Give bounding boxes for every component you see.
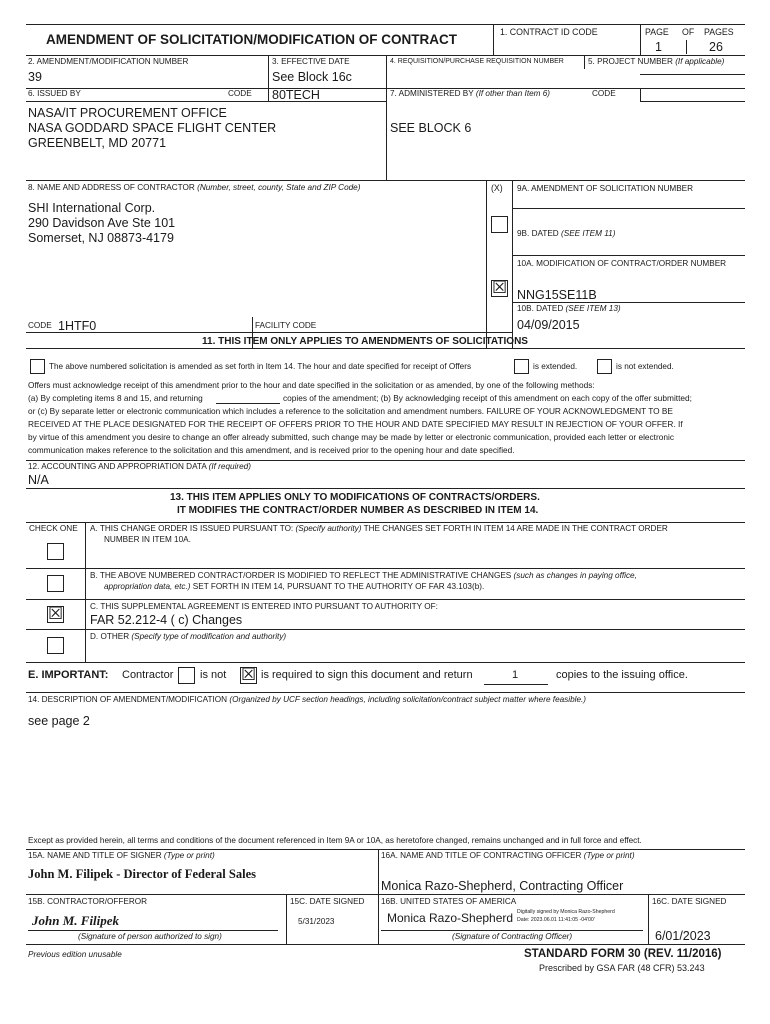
offers-not-extended-checkbox[interactable]: [597, 359, 612, 374]
is-not-checkbox[interactable]: [178, 667, 195, 684]
item-13a-line-2: NUMBER IN ITEM 10A.: [104, 535, 191, 544]
is-required-checkbox[interactable]: ☒: [241, 665, 257, 685]
administered-code-label: CODE: [592, 89, 616, 98]
item-13c-line: C. THIS SUPPLEMENTAL AGREEMENT IS ENTERED INTO PURSUANT TO AUTHORITY OF:: [90, 602, 438, 611]
contractor-code-label: CODE: [28, 321, 52, 330]
item-13b-line-1: B. THE ABOVE NUMBERED CONTRACT/ORDER IS MODIFIED TO REFLECT THE ADMINISTRATIVE CHANGES (such as changes in paying office,: [90, 571, 637, 580]
page-label: PAGE: [645, 27, 669, 37]
x-mark-header: (X): [491, 183, 503, 193]
item-10a-label: 10A. MODIFICATION OF CONTRACT/ORDER NUMBER: [517, 259, 727, 268]
contractor-line-2: 290 Davidson Ave Ste 101: [28, 216, 176, 230]
contractor-label: 8. NAME AND ADDRESS OF CONTRACTOR (Number, street, county, State and ZIP Code): [28, 183, 361, 192]
issued-by-label: 6. ISSUED BY: [28, 89, 81, 98]
check-one-label: CHECK ONE: [29, 524, 78, 533]
contractor-offeror-label: 15B. CONTRACTOR/OFFEROR: [28, 897, 148, 906]
digital-signature-line-1: Digitally signed by Monica Razo-Shepherd: [517, 909, 615, 915]
item-9-checkbox[interactable]: [491, 216, 508, 233]
item-11-paragraph-5: by virtue of this amendment you desire to change an offer already submitted, such change may be made by letter or electronic communication, provided each letter or electronic: [28, 432, 674, 442]
item-13c-checkbox[interactable]: ☒: [48, 604, 64, 624]
of-label: OF: [682, 27, 695, 37]
important-label: E. IMPORTANT:: [28, 669, 109, 681]
contractor-word: Contractor: [122, 669, 174, 681]
requisition-label: 4. REQUISITION/PURCHASE REQUISITION NUMBER: [390, 58, 564, 65]
officer-name-label: 16A. NAME AND TITLE OF CONTRACTING OFFICER (Type or print): [381, 851, 635, 860]
officer-date-label: 16C. DATE SIGNED: [652, 897, 727, 906]
item-13a-checkbox[interactable]: [47, 543, 64, 560]
item-11-heading: 11. THIS ITEM ONLY APPLIES TO AMENDMENTS OF SOLICITATIONS: [202, 336, 528, 347]
contractor-signature-caption: (Signature of person authorized to sign): [78, 932, 222, 941]
contractor-date-value: 5/31/2023: [298, 917, 335, 926]
item-11-paragraph-2b: copies of the amendment; (b) By acknowledging receipt of this amendment on each copy of the offer submitted;: [283, 393, 692, 403]
contractor-line-3: Somerset, NJ 08873-4179: [28, 231, 174, 245]
item-9b-label: 9B. DATED (SEE ITEM 11): [517, 229, 616, 238]
except-text: Except as provided herein, all terms and conditions of the document referenced in Item 9A or 10A, as heretofore changed, remains unchanged and in full force and effect.: [28, 836, 642, 845]
item-11-checkbox[interactable]: [30, 359, 45, 374]
form-title: AMENDMENT OF SOLICITATION/MODIFICATION OF CONTRACT: [46, 32, 457, 47]
offers-extended-label: is extended.: [533, 362, 578, 371]
item-13c-value: FAR 52.212-4 ( c) Changes: [90, 613, 243, 627]
total-pages: 26: [709, 40, 723, 54]
item-10-checkbox[interactable]: ☒: [492, 278, 508, 298]
item-11-paragraph-1: Offers must acknowledge receipt of this amendment prior to the hour and date specified in the solicitation or as amended, by one of the following methods:: [28, 380, 595, 390]
item-13b-checkbox[interactable]: [47, 575, 64, 592]
item-9a-label: 9A. AMENDMENT OF SOLICITATION NUMBER: [517, 184, 694, 193]
issued-code-label: CODE: [228, 89, 252, 98]
offers-not-extended-label: is not extended.: [616, 362, 674, 371]
contract-id-label: 1. CONTRACT ID CODE: [500, 27, 598, 37]
item-10b-value: 04/09/2015: [517, 318, 580, 332]
description-label: 14. DESCRIPTION OF AMENDMENT/MODIFICATION (Organized by UCF section headings, including solicitation/contract subject matter where feasible.): [28, 695, 587, 704]
item-11-paragraph-6: communication makes reference to the solicitation and this amendment, and is received prior to the opening hour and date specified.: [28, 445, 515, 455]
issued-by-line-1: NASA/IT PROCUREMENT OFFICE: [28, 106, 227, 120]
issued-code-value: 80TECH: [272, 88, 320, 102]
item-13d-line: D. OTHER (Specify type of modification and authority): [90, 632, 287, 641]
officer-name-value: Monica Razo-Shepherd, Contracting Officer: [381, 879, 624, 893]
previous-edition-note: Previous edition unusable: [28, 950, 122, 959]
is-required-label: is required to sign this document and return: [261, 669, 473, 681]
contractor-line-1: SHI International Corp.: [28, 201, 156, 215]
effective-date-label: 3. EFFECTIVE DATE: [272, 57, 350, 66]
accounting-label: 12. ACCOUNTING AND APPROPRIATION DATA (If required): [28, 462, 251, 471]
item-11-paragraph-4: RECEIVED AT THE PLACE DESIGNATED FOR THE RECEIPT OF OFFERS PRIOR TO THE HOUR AND DATE SPECIFIED MAY RESULT IN REJECTION OF YOUR OFFER. If: [28, 419, 683, 429]
usa-label: 16B. UNITED STATES OF AMERICA: [381, 897, 517, 906]
is-not-label: is not: [200, 669, 227, 681]
item-13b-line-2: appropriation data, etc.) SET FORTH IN ITEM 14, PURSUANT TO THE AUTHORITY OF FAR 43.103(b).: [104, 582, 485, 591]
administered-by-value: SEE BLOCK 6: [390, 121, 472, 135]
copies-value: 1: [512, 669, 519, 681]
officer-signature: Monica Razo-Shepherd: [387, 911, 514, 925]
description-value: see page 2: [28, 714, 90, 728]
signer-name-value: John M. Filipek - Director of Federal Sales: [28, 867, 256, 881]
item-13-heading-1: 13. THIS ITEM APPLIES ONLY TO MODIFICATIONS OF CONTRACTS/ORDERS.: [170, 492, 540, 503]
item-10b-label: 10B. DATED (SEE ITEM 13): [517, 304, 621, 313]
officer-date-value: 6/01/2023: [655, 929, 711, 943]
item-11-paragraph-3: or (c) By separate letter or electronic communication which includes a reference to the solicitation and amendment numbers. FAILURE OF YOUR ACKNOWLEDGMENT TO BE: [28, 406, 673, 416]
item-10a-value: NNG15SE11B: [517, 288, 597, 302]
contractor-date-label: 15C. DATE SIGNED: [290, 897, 365, 906]
standard-form-label: STANDARD FORM 30 (REV. 11/2016): [524, 948, 722, 960]
prescribed-label: Prescribed by GSA FAR (48 CFR) 53.243: [539, 963, 705, 973]
issued-by-line-3: GREENBELT, MD 20771: [28, 136, 167, 150]
administered-by-label: 7. ADMINISTERED BY (If other than Item 6): [390, 89, 551, 98]
accounting-value: N/A: [28, 473, 49, 487]
contractor-code-value: 1HTF0: [58, 319, 97, 333]
effective-date-value: See Block 16c: [272, 70, 352, 84]
offers-extended-checkbox[interactable]: [514, 359, 529, 374]
item-13-heading-2: IT MODIFIES THE CONTRACT/ORDER NUMBER AS DESCRIBED IN ITEM 14.: [177, 505, 539, 516]
officer-signature-caption: (Signature of Contracting Officer): [452, 932, 573, 941]
pages-label: PAGES: [704, 27, 734, 37]
item-13d-checkbox[interactable]: [47, 637, 64, 654]
project-number-label: 5. PROJECT NUMBER (If applicable): [588, 57, 725, 66]
amendment-number-value: 39: [28, 70, 42, 84]
copies-text: copies to the issuing office.: [556, 669, 688, 681]
amendment-number-label: 2. AMENDMENT/MODIFICATION NUMBER: [28, 57, 189, 66]
page-number: 1: [655, 40, 662, 54]
item-13a-line-1: A. THIS CHANGE ORDER IS ISSUED PURSUANT TO: (Specify authority) THE CHANGES SET FORTH IN ITEM 14 ARE MADE IN THE CONTRACT ORDER: [90, 524, 668, 533]
item-11-statement: The above numbered solicitation is amended as set forth in Item 14. The hour and date specified for receipt of Offers: [49, 362, 472, 371]
facility-code-label: FACILITY CODE: [255, 321, 317, 330]
item-11-paragraph-2a: (a) By completing items 8 and 15, and returning: [28, 393, 203, 403]
issued-by-line-2: NASA GODDARD SPACE FLIGHT CENTER: [28, 121, 277, 135]
contractor-signature: John M. Filipek: [32, 913, 120, 928]
signer-name-label: 15A. NAME AND TITLE OF SIGNER (Type or print): [28, 851, 215, 860]
digital-signature-line-2: Date: 2023.06.01 11:41:05 -04'00': [517, 917, 595, 923]
